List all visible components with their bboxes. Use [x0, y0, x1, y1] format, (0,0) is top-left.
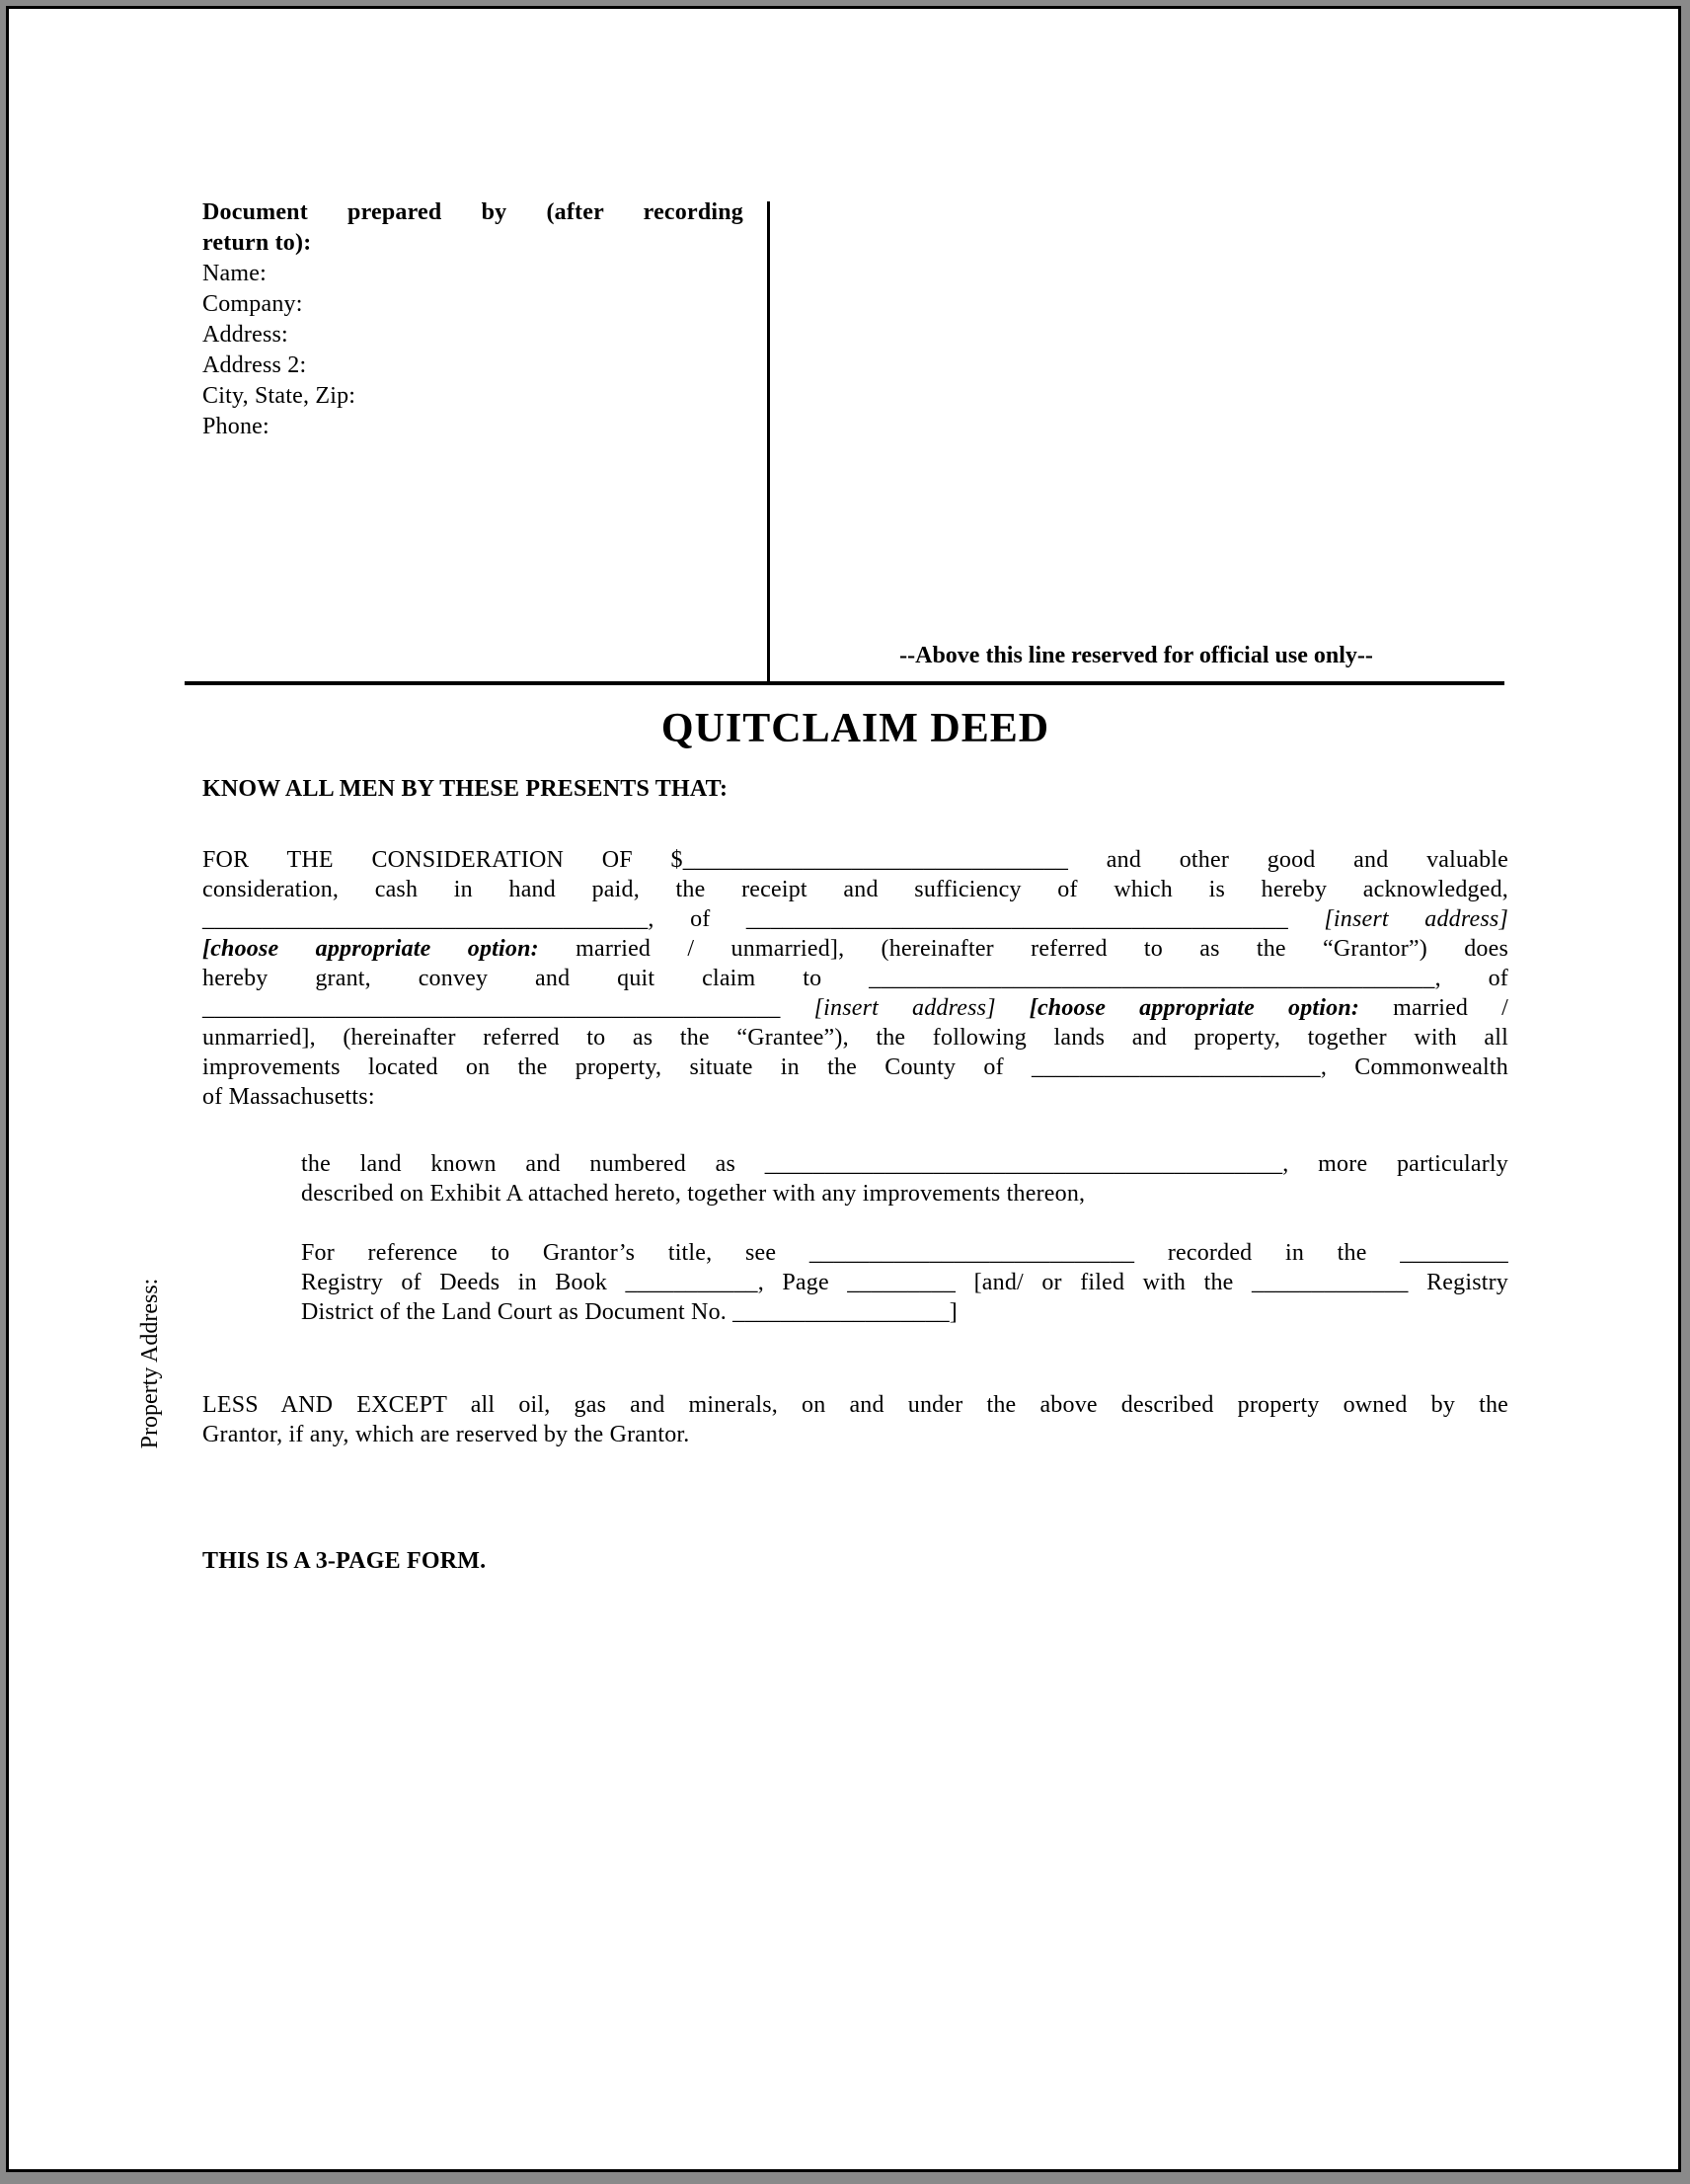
presents-heading: KNOW ALL MEN BY THESE PRESENTS THAT:	[202, 776, 729, 802]
land-description-paragraph	[301, 1149, 1508, 1209]
official-use-divider-line	[185, 681, 1504, 685]
text-line: the land known and numbered as ___________________________________________, more particularly	[301, 1151, 1508, 1177]
consideration-paragraph	[202, 845, 1508, 1112]
text-line: City, State, Zip:	[202, 383, 356, 409]
text-line: Registry of Deeds in Book ___________, Page _________ [and/ or filed with the _____________ Registry	[301, 1270, 1508, 1295]
text-line: of Massachusetts:	[202, 1084, 375, 1110]
text-line: For reference to Grantor’s title, see ___________________________ recorded in the _________	[301, 1240, 1508, 1266]
text-line: _____________________________________, of _____________________________________________ [insert address]	[202, 906, 1508, 932]
text-line: District of the Land Court as Document No. __________________]	[301, 1299, 958, 1325]
text-line: Grantor, if any, which are reserved by the Grantor.	[202, 1422, 690, 1447]
prep-heading	[202, 197, 743, 259]
text-line: Name:	[202, 261, 267, 286]
text-line: LESS AND EXCEPT all oil, gas and minerals, on and under the above described property owned by the	[202, 1392, 1508, 1418]
text-line: return to):	[202, 230, 312, 256]
column-divider-line	[767, 201, 770, 684]
title-reference-paragraph	[301, 1238, 1508, 1327]
text-line: Address 2:	[202, 352, 307, 378]
less-and-except-paragraph	[202, 1390, 1508, 1449]
text-line: Company:	[202, 291, 303, 317]
text-line: consideration, cash in hand paid, the receipt and sufficiency of which is hereby acknowledged,	[202, 877, 1508, 902]
prep-fields	[202, 259, 743, 442]
text-line: [choose appropriate option: married / unmarried], (hereinafter referred to as the “Grantor”) does	[202, 936, 1509, 962]
official-use-note: --Above this line reserved for official use only--	[899, 643, 1373, 668]
text-line: improvements located on the property, situate in the County of ________________________, Commonwealth	[202, 1054, 1508, 1080]
prep-block	[202, 197, 743, 442]
page-count-note: THIS IS A 3-PAGE FORM.	[202, 1548, 487, 1574]
text-line: FOR THE CONSIDERATION OF $________________________________ and other good and valuable	[202, 847, 1508, 873]
text-line: Address:	[202, 322, 288, 348]
text-line: ________________________________________________ [insert address] [choose appropriate option: married /	[202, 995, 1509, 1021]
text-line: described on Exhibit A attached hereto, together with any improvements thereon,	[301, 1181, 1086, 1207]
text-line: Phone:	[202, 414, 269, 439]
property-address-label: Property Address:	[137, 1278, 163, 1449]
text-line: Document prepared by (after recording	[202, 199, 743, 225]
text-line: hereby grant, convey and quit claim to _______________________________________________, of	[202, 966, 1508, 991]
text-line: unmarried], (hereinafter referred to as the “Grantee”), the following lands and property, together with all	[202, 1025, 1508, 1051]
deed-title: QUITCLAIM DEED	[660, 706, 1050, 751]
